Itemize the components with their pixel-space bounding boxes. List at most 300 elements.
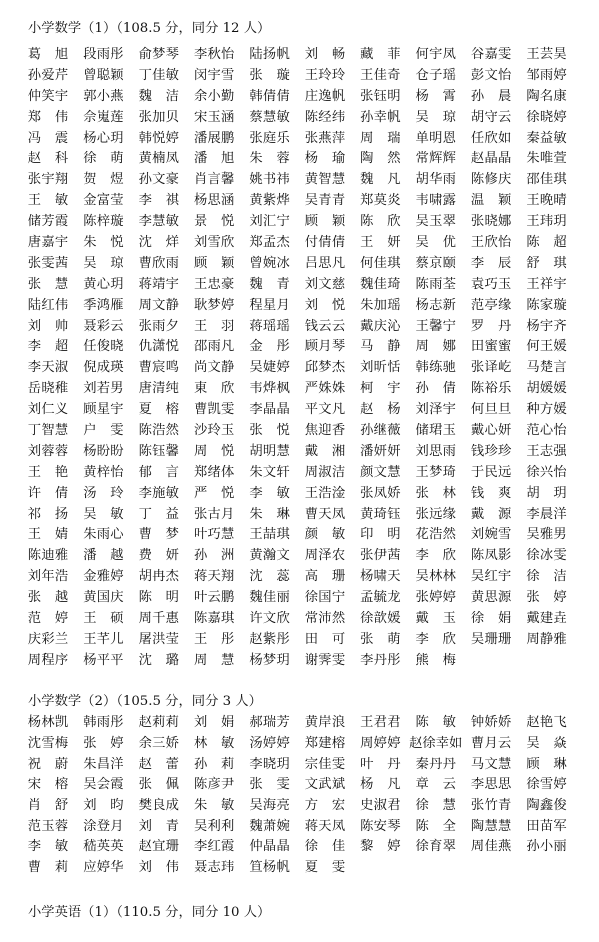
- person-name: 聂志玮: [193, 860, 235, 876]
- person-name: 樊良成: [138, 798, 179, 814]
- list-item: [186, 86, 241, 107]
- person-name: 柯 宇: [360, 381, 401, 397]
- list-item: [408, 775, 463, 796]
- person-name: 何王媛: [526, 339, 567, 355]
- list-item: [463, 588, 518, 609]
- list-item: [519, 45, 574, 66]
- list-item: [242, 504, 297, 525]
- person-name: 郑建榕: [304, 736, 346, 752]
- list-item: [131, 629, 186, 650]
- list-item: [297, 316, 352, 337]
- list-item: [131, 149, 186, 170]
- person-name: 何旦旦: [470, 402, 512, 418]
- list-item: [242, 233, 297, 254]
- list-item: [76, 86, 131, 107]
- list-item: [408, 253, 463, 274]
- list-item: [408, 295, 463, 316]
- person-name: 韩悦婷: [138, 130, 179, 146]
- list-item: [20, 128, 75, 149]
- list-item: [131, 253, 186, 274]
- person-name: 汤婷婷: [249, 736, 290, 752]
- person-name: 任欣如: [470, 130, 512, 146]
- list-item: [463, 128, 518, 149]
- list-item: [242, 567, 297, 588]
- person-name: 金富莹: [83, 193, 124, 209]
- person-name: 陈经纬: [304, 109, 346, 125]
- list-item: [408, 149, 463, 170]
- person-name: 陈 全: [415, 818, 456, 834]
- list-item: [408, 358, 463, 379]
- person-name: 曹凯雯: [193, 402, 235, 418]
- person-name: 王 彤: [193, 631, 235, 647]
- list-item: [297, 170, 352, 191]
- list-item: [353, 525, 408, 546]
- list-item: [76, 45, 131, 66]
- person-name: 王君君: [360, 715, 401, 731]
- list-item: [519, 149, 574, 170]
- person-name: 潘 越: [83, 548, 124, 564]
- person-name: 钱珍珍: [470, 443, 512, 459]
- list-item: [353, 86, 408, 107]
- list-item: [20, 212, 75, 233]
- list-item: [131, 504, 186, 525]
- person-name: 户 雯: [83, 422, 124, 438]
- list-item: [131, 546, 186, 567]
- list-item: [131, 337, 186, 358]
- person-name: 沈 烊: [138, 234, 179, 250]
- person-name: 曹 莉: [27, 860, 69, 876]
- person-name: 尚文静: [193, 360, 235, 376]
- list-item: [242, 149, 297, 170]
- person-name: 吕思凡: [304, 255, 346, 271]
- person-name: 沈雪梅: [27, 736, 69, 752]
- person-name: 胡明慧: [249, 443, 290, 459]
- person-name: 郑 伟: [27, 109, 69, 125]
- person-name: 魏萧婉: [249, 818, 290, 834]
- person-name: 何宇凤: [415, 46, 456, 62]
- person-name: 陶慧慧: [470, 818, 512, 834]
- list-item: [353, 295, 408, 316]
- list-item: [297, 546, 352, 567]
- list-item: [519, 504, 574, 525]
- person-name: 周 娜: [415, 339, 456, 355]
- list-item: [408, 629, 463, 650]
- person-name: 黄思源: [470, 590, 512, 606]
- list-item: [186, 441, 241, 462]
- person-name: 蒋天翔: [193, 569, 235, 585]
- person-name: 刘泽宇: [415, 402, 456, 418]
- list-item: [76, 316, 131, 337]
- list-item: [76, 462, 131, 483]
- person-name: 郁 言: [138, 464, 179, 480]
- person-name: 金 彤: [249, 339, 290, 355]
- list-item: [463, 295, 518, 316]
- person-name: 杨心玥: [83, 130, 124, 146]
- list-item: [131, 233, 186, 254]
- person-name: 张 慧: [27, 276, 69, 292]
- person-name: 张庭乐: [249, 130, 290, 146]
- person-name: 魏 洁: [138, 88, 179, 104]
- list-item: [297, 107, 352, 128]
- list-item: [242, 713, 297, 734]
- list-item: [242, 858, 297, 879]
- list-item: [242, 170, 297, 191]
- person-name: 赵紫彤: [249, 631, 290, 647]
- person-name: 周泽农: [304, 548, 346, 564]
- person-name: 朱 蓉: [249, 151, 290, 167]
- list-item: [20, 858, 75, 879]
- list-item: [131, 796, 186, 817]
- list-item: [353, 462, 408, 483]
- person-name: 潘妍妍: [360, 443, 401, 459]
- list-item: [20, 588, 75, 609]
- person-name: 罗 丹: [470, 318, 512, 334]
- person-name: 潘 旭: [193, 151, 235, 167]
- list-item: [297, 400, 352, 421]
- person-name: 屠洪莹: [138, 631, 179, 647]
- person-name: 张加贝: [138, 109, 179, 125]
- person-name: 余小勤: [193, 88, 235, 104]
- person-name: 周 瑞: [360, 130, 401, 146]
- list-item: [519, 483, 574, 504]
- person-name: 孟毓龙: [360, 590, 401, 606]
- person-name: 潘展鹏: [193, 130, 235, 146]
- person-name: 张钰明: [360, 88, 401, 104]
- person-name: 杨志新: [415, 297, 456, 313]
- person-name: 谷嘉雯: [470, 46, 512, 62]
- person-name: 韩雨彤: [83, 715, 124, 731]
- person-name: 周 悦: [193, 443, 235, 459]
- person-name: 张 璇: [249, 67, 290, 83]
- person-name: 韦啸露: [415, 193, 456, 209]
- list-item: [463, 796, 518, 817]
- list-item: [20, 421, 75, 442]
- list-item: [186, 337, 241, 358]
- person-name: 张凤娇: [360, 485, 401, 501]
- person-name: 彭文怡: [470, 67, 512, 83]
- person-name: 陶鑫俊: [526, 798, 567, 814]
- list-item: [186, 734, 241, 755]
- person-name: 张 佩: [138, 777, 179, 793]
- person-name: 赵徐幸如: [409, 736, 463, 752]
- list-item: [353, 379, 408, 400]
- person-name: 刘 昀: [83, 798, 124, 814]
- list-item: [186, 149, 241, 170]
- list-item: [186, 546, 241, 567]
- list-item: [519, 65, 574, 86]
- person-name: 范亭缘: [470, 297, 512, 313]
- person-name: 朱唯萱: [526, 151, 567, 167]
- list-item: [76, 713, 131, 734]
- person-name: 王佳奇: [360, 67, 401, 83]
- list-item: [242, 483, 297, 504]
- person-name: 王 敏: [27, 193, 69, 209]
- person-name: 李天淑: [27, 360, 69, 376]
- person-name: 季鸿雁: [83, 297, 124, 313]
- person-name: 王欣怡: [470, 234, 512, 250]
- person-name: 杨思涵: [193, 193, 235, 209]
- list-item: [463, 253, 518, 274]
- person-name: 王芸昊: [526, 46, 567, 62]
- list-item: [76, 816, 131, 837]
- list-item: [353, 629, 408, 650]
- list-item: [131, 816, 186, 837]
- person-name: 焦迎香: [304, 422, 346, 438]
- person-name: 倪成瑛: [83, 360, 124, 376]
- person-name: 马文慧: [470, 756, 512, 772]
- person-name: 王梦琦: [415, 464, 456, 480]
- person-name: 孙小丽: [526, 839, 567, 855]
- list-item: [242, 462, 297, 483]
- list-item: [242, 316, 297, 337]
- list-item: [131, 754, 186, 775]
- list-item: [20, 274, 75, 295]
- list-item: [353, 233, 408, 254]
- person-name: 陈浩然: [138, 422, 179, 438]
- person-name: 田苗军: [526, 818, 567, 834]
- list-item: [186, 588, 241, 609]
- list-item: [131, 837, 186, 858]
- list-item: [76, 650, 131, 671]
- list-item: [519, 713, 574, 734]
- list-item: [76, 233, 131, 254]
- list-item: [297, 504, 352, 525]
- list-item: [297, 713, 352, 734]
- list-item: [20, 295, 75, 316]
- list-item: [297, 337, 352, 358]
- list-item: [186, 253, 241, 274]
- list-item: [353, 609, 408, 630]
- person-name: 戴 湘: [304, 443, 346, 459]
- list-item: [519, 191, 574, 212]
- person-name: 赵晶晶: [470, 151, 512, 167]
- person-name: 黄琦钰: [360, 506, 401, 522]
- list-item: [519, 316, 574, 337]
- person-name: 张古月: [193, 506, 235, 522]
- list-item: [519, 588, 574, 609]
- person-name: 吴 敏: [83, 506, 124, 522]
- list-item: [353, 483, 408, 504]
- list-item: [20, 337, 75, 358]
- list-item: [186, 379, 241, 400]
- list-item: [519, 629, 574, 650]
- list-item: [297, 775, 352, 796]
- person-name: 韩倩倩: [249, 88, 290, 104]
- list-item: [408, 546, 463, 567]
- person-name: 张 婷: [83, 736, 124, 752]
- person-name: 陈 欣: [360, 214, 401, 230]
- list-item: [242, 65, 297, 86]
- list-item: [131, 609, 186, 630]
- person-name: 李 敏: [27, 839, 69, 855]
- person-name: 蔡京颐: [415, 255, 456, 271]
- list-item: [408, 233, 463, 254]
- list-item: [408, 400, 463, 421]
- person-name: 曹月云: [470, 736, 512, 752]
- person-name: 王 妍: [360, 234, 401, 250]
- person-name: 陶名康: [526, 88, 567, 104]
- list-item: [463, 421, 518, 442]
- list-item: [408, 86, 463, 107]
- list-item: [408, 816, 463, 837]
- list-item: [297, 274, 352, 295]
- person-name: 杨 霄: [415, 88, 456, 104]
- list-item: [297, 441, 352, 462]
- list-item: [353, 45, 408, 66]
- person-name: 黄梓怡: [83, 464, 124, 480]
- list-item: [186, 316, 241, 337]
- list-item: [20, 609, 75, 630]
- person-name: 刘 伟: [138, 860, 179, 876]
- list-item: [408, 191, 463, 212]
- list-item: [408, 170, 463, 191]
- list-item: [297, 816, 352, 837]
- person-name: 沈 蕊: [249, 569, 290, 585]
- list-item: [20, 775, 75, 796]
- person-name: 曾婉冰: [249, 255, 290, 271]
- person-name: 周 慧: [193, 652, 235, 668]
- person-name: 李 欣: [415, 548, 456, 564]
- person-name: 单明恩: [415, 130, 456, 146]
- list-item: [408, 274, 463, 295]
- person-name: 朱 悦: [83, 234, 124, 250]
- list-item: [353, 754, 408, 775]
- person-name: 韦烨枫: [249, 381, 290, 397]
- list-item: [76, 128, 131, 149]
- list-item: [463, 170, 518, 191]
- person-name: 徐晓婷: [526, 109, 567, 125]
- list-item: [297, 609, 352, 630]
- person-name: 刘文慈: [304, 276, 346, 292]
- list-item: [463, 504, 518, 525]
- person-name: 李思思: [470, 777, 512, 793]
- list-item: [519, 546, 574, 567]
- list-item: [297, 588, 352, 609]
- list-item: [519, 775, 574, 796]
- person-name: 范 婷: [27, 610, 69, 626]
- person-name: 李秋怡: [193, 46, 235, 62]
- list-item: [242, 775, 297, 796]
- list-item: [353, 734, 408, 755]
- person-name: 曹欣雨: [138, 255, 179, 271]
- list-item: [463, 233, 518, 254]
- list-item: [186, 483, 241, 504]
- person-name: 孙 洲: [193, 548, 235, 564]
- person-name: 张译屹: [470, 360, 512, 376]
- person-name: 周千惠: [138, 610, 179, 626]
- person-name: 储珺玉: [415, 422, 456, 438]
- list-item: [463, 441, 518, 462]
- list-item: [242, 546, 297, 567]
- person-name: 任俊晓: [83, 339, 124, 355]
- list-item: [353, 149, 408, 170]
- person-name: 李慧敏: [138, 214, 179, 230]
- list-item: [297, 191, 352, 212]
- list-item: [131, 128, 186, 149]
- list-item: [20, 170, 75, 191]
- person-name: 李 欣: [415, 631, 456, 647]
- person-name: 张 萌: [360, 631, 401, 647]
- person-name: 孙 莉: [193, 756, 235, 772]
- list-item: [76, 754, 131, 775]
- list-item: [463, 734, 518, 755]
- person-name: 黄国庆: [83, 590, 124, 606]
- person-name: 陈 超: [526, 234, 567, 250]
- person-name: 杨啸天: [360, 569, 401, 585]
- list-item: [76, 775, 131, 796]
- list-item: [297, 45, 352, 66]
- person-name: 黎 婷: [360, 839, 401, 855]
- list-item: [463, 837, 518, 858]
- list-item: [20, 546, 75, 567]
- list-item: [186, 504, 241, 525]
- list-item: [297, 128, 352, 149]
- person-name: 刘若男: [83, 381, 124, 397]
- section-title: 小学数学（2）（105.5 分，同分 3 人）: [28, 694, 262, 709]
- person-name: 何佳琪: [360, 255, 401, 271]
- list-item: [463, 546, 518, 567]
- list-item: [131, 462, 186, 483]
- list-item: [408, 45, 463, 66]
- list-item: [519, 837, 574, 858]
- person-name: 张伊茜: [360, 548, 401, 564]
- list-item: [186, 462, 241, 483]
- person-name: 孙文豪: [138, 172, 179, 188]
- person-name: 刘雪欣: [193, 234, 235, 250]
- person-name: 田蜜蜜: [470, 339, 512, 355]
- list-item: [186, 650, 241, 671]
- list-item: [353, 253, 408, 274]
- list-item: [408, 483, 463, 504]
- list-item: [20, 504, 75, 525]
- person-name: 庆彩兰: [27, 631, 69, 647]
- person-name: 刘 帅: [27, 318, 69, 334]
- list-item: [76, 191, 131, 212]
- person-name: 常沛然: [304, 610, 346, 626]
- person-name: 张雯茜: [27, 255, 69, 271]
- list-item: [463, 191, 518, 212]
- name-list: [20, 713, 574, 879]
- list-item: [20, 837, 75, 858]
- list-item: [408, 588, 463, 609]
- list-item: [76, 379, 131, 400]
- person-name: 秦丹丹: [415, 756, 456, 772]
- list-item: [519, 796, 574, 817]
- person-name: 严姝姝: [304, 381, 346, 397]
- list-item: [242, 45, 297, 66]
- person-name: 高 珊: [304, 569, 346, 585]
- list-item: [297, 483, 352, 504]
- person-name: 范心怡: [526, 422, 567, 438]
- person-name: 朱文轩: [249, 464, 290, 480]
- list-item: [131, 734, 186, 755]
- person-name: 费 妍: [138, 548, 179, 564]
- person-name: 曾聪颖: [83, 67, 124, 83]
- person-name: 汤 玲: [83, 485, 124, 501]
- person-name: 赵莉莉: [138, 715, 179, 731]
- list-item: [297, 233, 352, 254]
- list-item: [353, 128, 408, 149]
- list-item: [242, 588, 297, 609]
- list-item: [353, 421, 408, 442]
- list-item: [463, 609, 518, 630]
- list-item: [408, 462, 463, 483]
- person-name: 周静雅: [526, 631, 567, 647]
- person-name: 徐国宁: [304, 590, 346, 606]
- person-name: 丁佳敏: [138, 67, 179, 83]
- person-name: 俞梦琴: [138, 46, 179, 62]
- person-name: 李丹彤: [360, 652, 401, 668]
